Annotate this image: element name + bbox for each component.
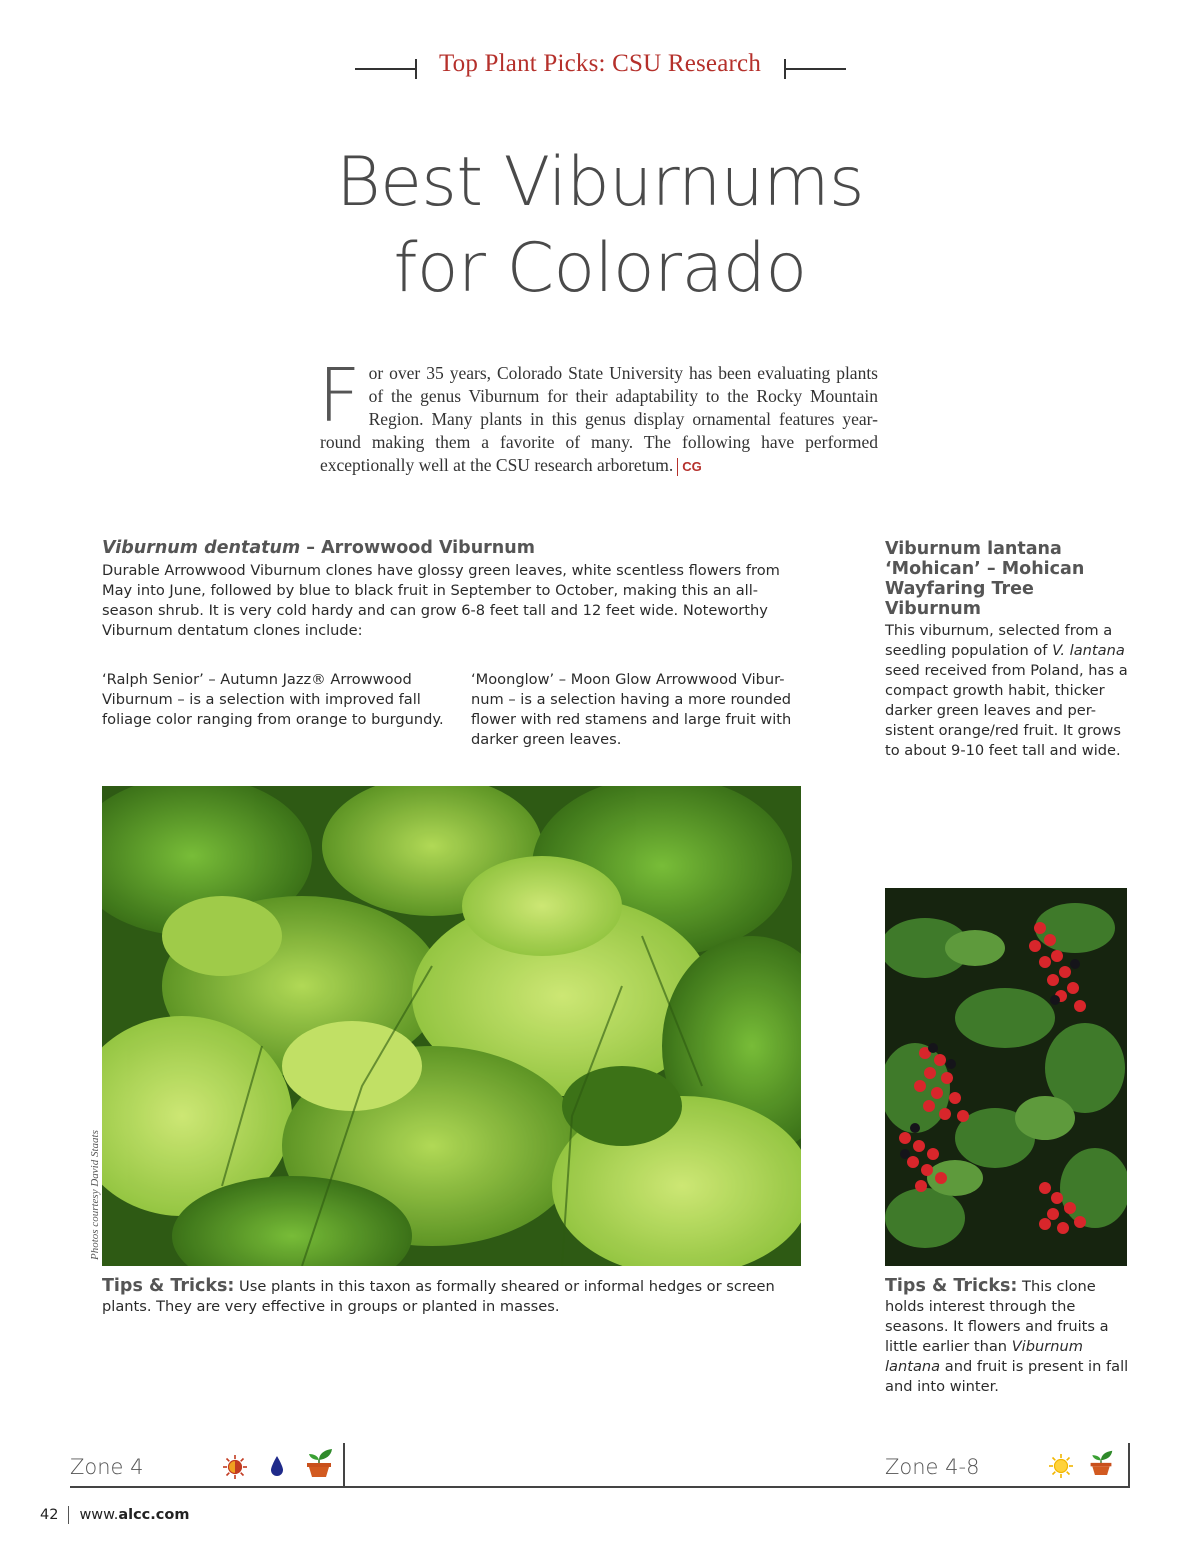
left-section-body: Durable Arrowwood Viburnum clones have glossy green leaves, white scentless flowers from May into June, followed by blue to black fruit in September to October, making this an all-season shrub. It is very cold hardy and can grow 6-8 feet tall and 12 feet wide. Noteworthy Viburnum dentatum clones include: <box>102 562 780 639</box>
page-footer <box>40 1506 189 1524</box>
full-sun-icon <box>1048 1453 1074 1484</box>
footer-url[interactable] <box>79 1507 189 1523</box>
kicker-text: Top Plant Picks: CSU Research <box>438 50 762 77</box>
intro-divider <box>677 458 678 476</box>
title-line-2: for Colorado <box>393 229 807 308</box>
zone-rule <box>70 1486 1130 1488</box>
right-tips <box>885 1276 1130 1397</box>
section-kicker <box>0 50 1200 78</box>
kicker-rule-right <box>784 68 846 70</box>
clone-ralph-senior: ‘Ralph Senior’ – Autumn Jazz® Arrowwood Viburnum – is a selection with improved fall foliage color ranging from orange to burgundy. <box>102 671 444 728</box>
page-number: 42 <box>40 1507 59 1523</box>
right-tips-label: Tips & Tricks: <box>885 1276 1018 1296</box>
intro-paragraph <box>318 353 878 478</box>
clone-moonglow: ‘Moonglow’ – Moon Glow Arrowwood Vibur-num – is a selection having a more rounded flower with red stamens and large fruit with darker green leaves. <box>471 671 792 748</box>
footer-url-prefix: www. <box>79 1507 119 1523</box>
photo-credit: Photos courtesy David Staats <box>89 1130 101 1260</box>
right-section-body <box>885 621 1130 761</box>
right-body-latin: V. lantana <box>1052 642 1125 659</box>
kicker-rule-left <box>355 68 417 70</box>
part-sun-icon <box>222 1454 248 1485</box>
author-initials: CG <box>682 459 702 474</box>
left-tips <box>102 1276 802 1317</box>
mohican-viburnum-photo <box>885 888 1127 1266</box>
left-tips-label: Tips & Tricks: <box>102 1276 235 1296</box>
footer-divider <box>68 1506 69 1524</box>
zone-right: Zone 4-8 <box>885 1455 980 1479</box>
intro-text: or over 35 years, Colorado State University has been evaluating plants of the genus Viburnum for their adaptability to the Rocky Mountain Region. Many plants in this genus display ornamental features year-round making them a favorite of many. The following have performed exceptionally well at the CSU research arboretum. <box>320 363 878 475</box>
title-line-1: Best Viburnums <box>336 143 864 222</box>
zone-left: Zone 4 <box>70 1455 144 1479</box>
right-section-heading: Viburnum lantana ‘Mohican’ – Mohican Wayfaring Tree Viburnum <box>885 539 1085 619</box>
right-tips-latin: Viburnum lantana <box>885 1338 1083 1375</box>
zone-divider-right <box>1128 1443 1130 1487</box>
zone-divider-left <box>343 1443 345 1487</box>
right-tips-text-2: and fruit is present in fall and into winter. <box>885 1358 1129 1395</box>
left-heading-common: – Arrowwood Viburnum <box>300 538 535 558</box>
right-tips-text-1: This clone holds interest through the seasons. It flowers and fruits a little earlier than <box>885 1278 1109 1355</box>
right-body-text-2: seed received from Poland, has a compact growth habit, thicker darker green leaves and per-sistent orange/red fruit. It grows to about 9-10 feet tall and wide. <box>885 662 1128 759</box>
arrowwood-viburnum-photo <box>102 786 801 1266</box>
pot-plant-icon <box>304 1446 334 1483</box>
water-drop-icon <box>270 1455 284 1482</box>
left-heading-latin: Viburnum dentatum <box>102 538 301 558</box>
footer-url-domain: alcc.com <box>118 1507 190 1523</box>
left-tips-text: Use plants in this taxon as formally sheared or informal hedges or screen plants. They are very effective in groups or planted in masses. <box>102 1278 775 1315</box>
page-title <box>0 140 1200 312</box>
pot-plant-icon <box>1088 1447 1114 1482</box>
drop-cap: F <box>318 353 361 439</box>
left-section-heading <box>102 538 802 558</box>
right-body-text-1: This viburnum, selected from a seedling population of <box>885 622 1113 659</box>
